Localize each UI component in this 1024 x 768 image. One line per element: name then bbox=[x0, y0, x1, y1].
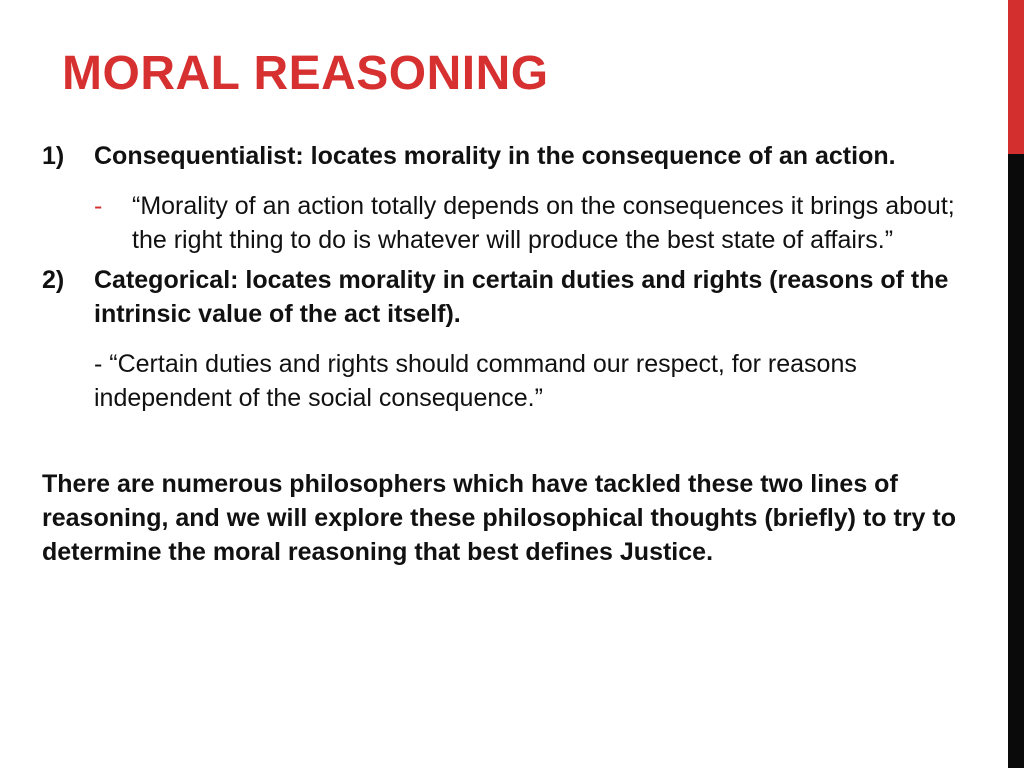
point-consequentialist bbox=[42, 139, 982, 257]
dash-bullet: - bbox=[94, 192, 103, 220]
point-number: 2) bbox=[42, 266, 65, 294]
point-heading: Consequentialist: locates morality in the consequence of an action. bbox=[94, 142, 896, 170]
point-quote: - “Certain duties and rights should command our respect, for reasons independent of the social consequence.” bbox=[94, 350, 857, 412]
slide-title: MORAL REASONING bbox=[62, 47, 549, 100]
quote-text: “Morality of an action totally depends on the consequences it brings about; the right thing to do is whatever will produce the best state of affairs.” bbox=[132, 192, 955, 254]
point-quote bbox=[94, 189, 982, 257]
slide-content bbox=[42, 139, 982, 569]
edge-accent-bar-black bbox=[1008, 154, 1024, 768]
edge-accent-bar-red bbox=[1008, 0, 1024, 154]
point-number: 1) bbox=[42, 142, 65, 170]
closing-paragraph: There are numerous philosophers which have tackled these two lines of reasoning, and we will explore these philosophical thoughts (briefly) to try to determine the moral reasoning that best defines Justice. bbox=[42, 470, 956, 566]
point-categorical bbox=[42, 263, 982, 415]
point-heading: Categorical: locates morality in certain duties and rights (reasons of the intrinsic value of the act itself). bbox=[94, 266, 949, 328]
